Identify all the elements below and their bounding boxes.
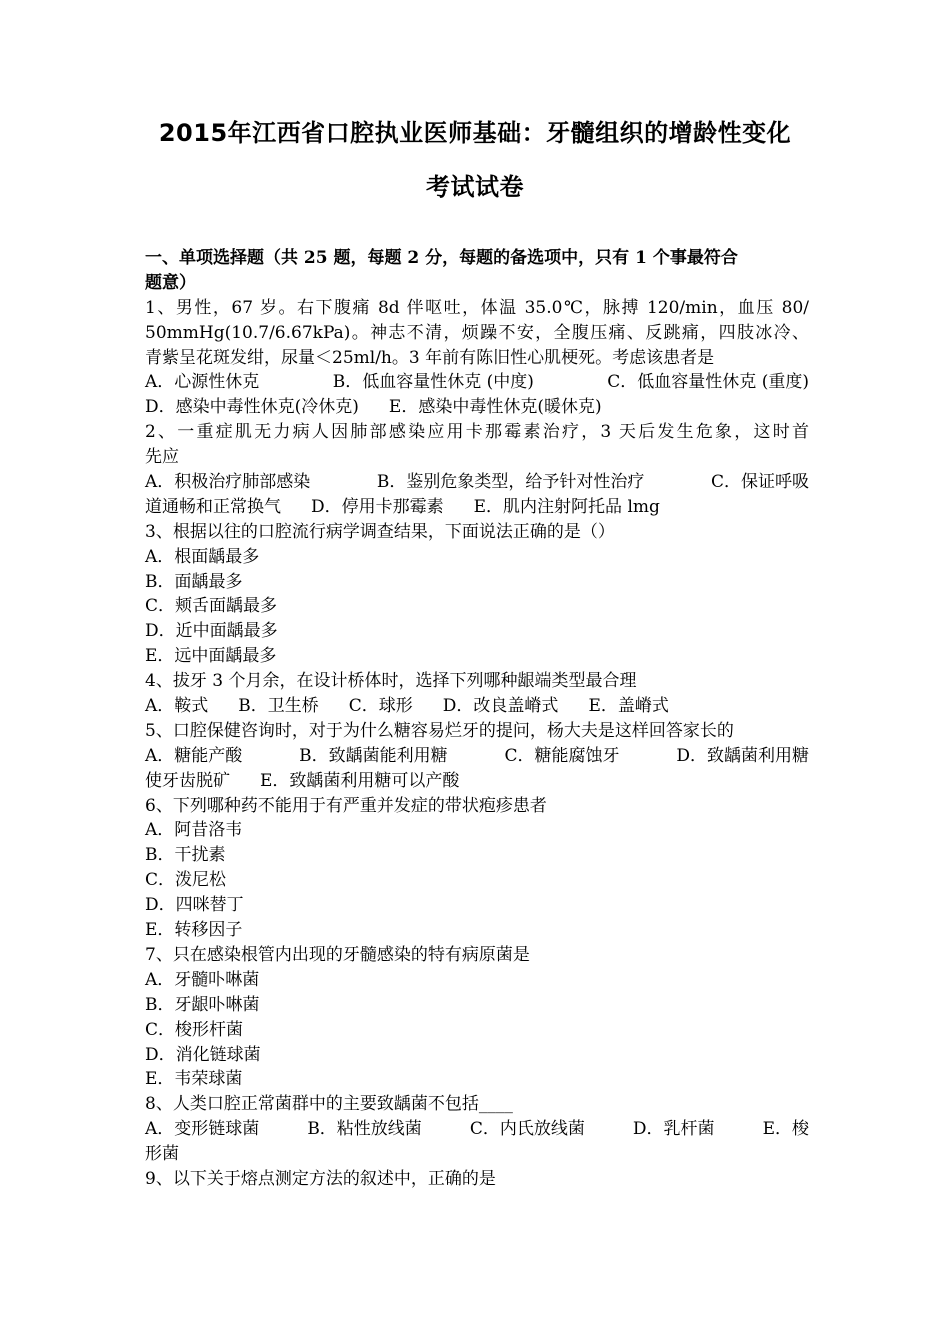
option-row bbox=[145, 893, 809, 918]
answer-option: E．致龋菌利用糖可以产酸 bbox=[260, 770, 460, 791]
answer-option: B．鉴别危象类型，给予针对性治疗 bbox=[376, 472, 645, 493]
question-stem-line: 50mmHg(10.7/6.67kPa)。神志不清，烦躁不安，全腹压痛、反跳痛，四肢冰冷、 bbox=[145, 322, 809, 343]
answer-option: C．颊舌面龋最多 bbox=[145, 596, 278, 617]
answer-option: D．消化链球菌 bbox=[145, 1044, 261, 1065]
option-row bbox=[145, 619, 809, 644]
answer-option: C．泼尼松 bbox=[145, 870, 227, 891]
question-stem-line: 7、只在感染根管内出现的牙髓感染的特有病原菌是 bbox=[145, 944, 530, 965]
answer-option: E．盖嵴式 bbox=[588, 696, 669, 717]
question-stem-line: 3、根据以往的口腔流行病学调查结果，下面说法正确的是（） bbox=[145, 521, 615, 542]
option-row bbox=[145, 993, 809, 1018]
option-row bbox=[145, 843, 809, 868]
answer-option: 道通畅和正常换气 bbox=[145, 496, 281, 517]
option-row bbox=[145, 370, 809, 395]
answer-option: C．梭形杆菌 bbox=[145, 1019, 244, 1040]
question-6 bbox=[145, 794, 809, 943]
answer-option: B．面龋最多 bbox=[145, 571, 243, 592]
answer-option: D．四咪替丁 bbox=[145, 895, 244, 916]
answer-option: E．肌内注射阿托品 lmg bbox=[473, 496, 660, 517]
option-row bbox=[145, 1018, 809, 1043]
answer-option: D．近中面龋最多 bbox=[145, 621, 278, 642]
option-row bbox=[145, 744, 809, 769]
answer-option: A．鞍式 bbox=[145, 696, 209, 717]
document-title-line-1: 2015年江西省口腔执业医师基础：牙髓组织的增龄性变化 bbox=[158, 119, 792, 147]
answer-option: A．根面龋最多 bbox=[145, 546, 260, 567]
answer-option: A．牙髓卟啉菌 bbox=[145, 969, 260, 990]
question-stem-line: 9、以下关于熔点测定方法的叙述中，正确的是 bbox=[145, 1168, 496, 1189]
answer-option: B．粘性放线菌 bbox=[307, 1119, 422, 1140]
answer-option: C．低血容量性休克 (重度) bbox=[607, 372, 809, 393]
answer-option: C．保证呼吸 bbox=[710, 472, 809, 493]
option-row bbox=[145, 644, 809, 669]
question-4 bbox=[145, 669, 809, 719]
question-stem-line: 8、人类口腔正常菌群中的主要致龋菌不包括____ bbox=[145, 1094, 513, 1115]
option-row bbox=[145, 769, 809, 794]
option-row bbox=[145, 968, 809, 993]
answer-option: A．积极治疗肺部感染 bbox=[145, 472, 311, 493]
question-stem-line: 青紫呈花斑发绀，尿量＜25ml/h。3 年前有陈旧性心肌梗死。考虑该患者是 bbox=[145, 347, 715, 368]
question-stem-line: 6、下列哪种药不能用于有严重并发症的带状疱疹患者 bbox=[145, 795, 547, 816]
option-row bbox=[145, 495, 809, 520]
answer-option: E．梭 bbox=[762, 1119, 809, 1140]
question-7 bbox=[145, 943, 809, 1092]
option-row bbox=[145, 818, 809, 843]
option-row bbox=[145, 594, 809, 619]
section-heading-line-1: 一、单项选择题（共 25 题，每题 2 分，每题的备选项中，只有 1 个事最符合 bbox=[145, 248, 738, 268]
answer-option: D．乳杆菌 bbox=[632, 1119, 715, 1140]
answer-option: C．内氏放线菌 bbox=[469, 1119, 585, 1140]
answer-option: B．干扰素 bbox=[145, 845, 226, 866]
answer-option: 形菌 bbox=[145, 1144, 179, 1165]
answer-option: A．阿昔洛韦 bbox=[145, 820, 243, 841]
option-row bbox=[145, 545, 809, 570]
question-stem-line: 5、口腔保健咨询时，对于为什么糖容易烂牙的提问，杨大夫是这样回答家长的 bbox=[145, 720, 734, 741]
option-row bbox=[145, 470, 809, 495]
answer-option: C．球形 bbox=[348, 696, 413, 717]
section-heading-line-2: 题意） bbox=[145, 272, 196, 293]
option-row bbox=[145, 918, 809, 943]
answer-option: D．停用卡那霉素 bbox=[311, 496, 444, 517]
answer-option: E．感染中毒性休克(暖休克) bbox=[388, 397, 602, 418]
answer-option: D．致龋菌利用糖 bbox=[676, 745, 809, 766]
answer-option: D．改良盖嵴式 bbox=[442, 696, 559, 717]
option-row bbox=[145, 395, 809, 420]
answer-option: B．低血容量性休克 (中度) bbox=[332, 372, 534, 393]
option-row bbox=[145, 1043, 809, 1068]
question-2 bbox=[145, 420, 809, 520]
option-row bbox=[145, 570, 809, 595]
document-title-line-2: 考试试卷 bbox=[426, 173, 524, 201]
question-9 bbox=[145, 1167, 809, 1192]
answer-option: B．卫生桥 bbox=[238, 696, 319, 717]
question-stem-line: 4、拔牙 3 个月余，在设计桥体时，选择下列哪种龈端类型最合理 bbox=[145, 671, 637, 692]
option-row bbox=[145, 1142, 809, 1167]
answer-option: A．变形链球菌 bbox=[145, 1119, 260, 1140]
option-row bbox=[145, 1067, 809, 1092]
answer-option: C．糖能腐蚀牙 bbox=[504, 745, 620, 766]
answer-option: E．远中面龋最多 bbox=[145, 646, 277, 667]
answer-option: A．心源性休克 bbox=[145, 372, 260, 393]
option-row bbox=[145, 868, 809, 893]
question-list bbox=[145, 296, 809, 1192]
answer-option: E．韦荣球菌 bbox=[145, 1069, 243, 1090]
question-8 bbox=[145, 1092, 809, 1167]
answer-option: B．牙龈卟啉菌 bbox=[145, 994, 260, 1015]
answer-option: A．糖能产酸 bbox=[145, 745, 243, 766]
question-stem-line: 先应 bbox=[145, 447, 179, 468]
question-3 bbox=[145, 520, 809, 669]
question-1 bbox=[145, 296, 809, 420]
answer-option: B．致龋菌能利用糖 bbox=[299, 745, 448, 766]
option-row bbox=[145, 694, 809, 719]
answer-option: 使牙齿脱矿 bbox=[145, 770, 230, 791]
question-stem-line: 2、一重症肌无力病人因肺部感染应用卡那霉素治疗，3 天后发生危象，这时首 bbox=[145, 422, 809, 443]
option-row bbox=[145, 1117, 809, 1142]
answer-option: D．感染中毒性休克(冷休克) bbox=[145, 397, 359, 418]
question-5 bbox=[145, 719, 809, 794]
document-body bbox=[145, 246, 809, 1192]
question-stem-line: 1、男性，67 岁。右下腹痛 8d 伴呕吐，体温 35.0℃，脉搏 120/min，血压 80/ bbox=[145, 297, 809, 318]
answer-option: E．转移因子 bbox=[145, 920, 243, 941]
